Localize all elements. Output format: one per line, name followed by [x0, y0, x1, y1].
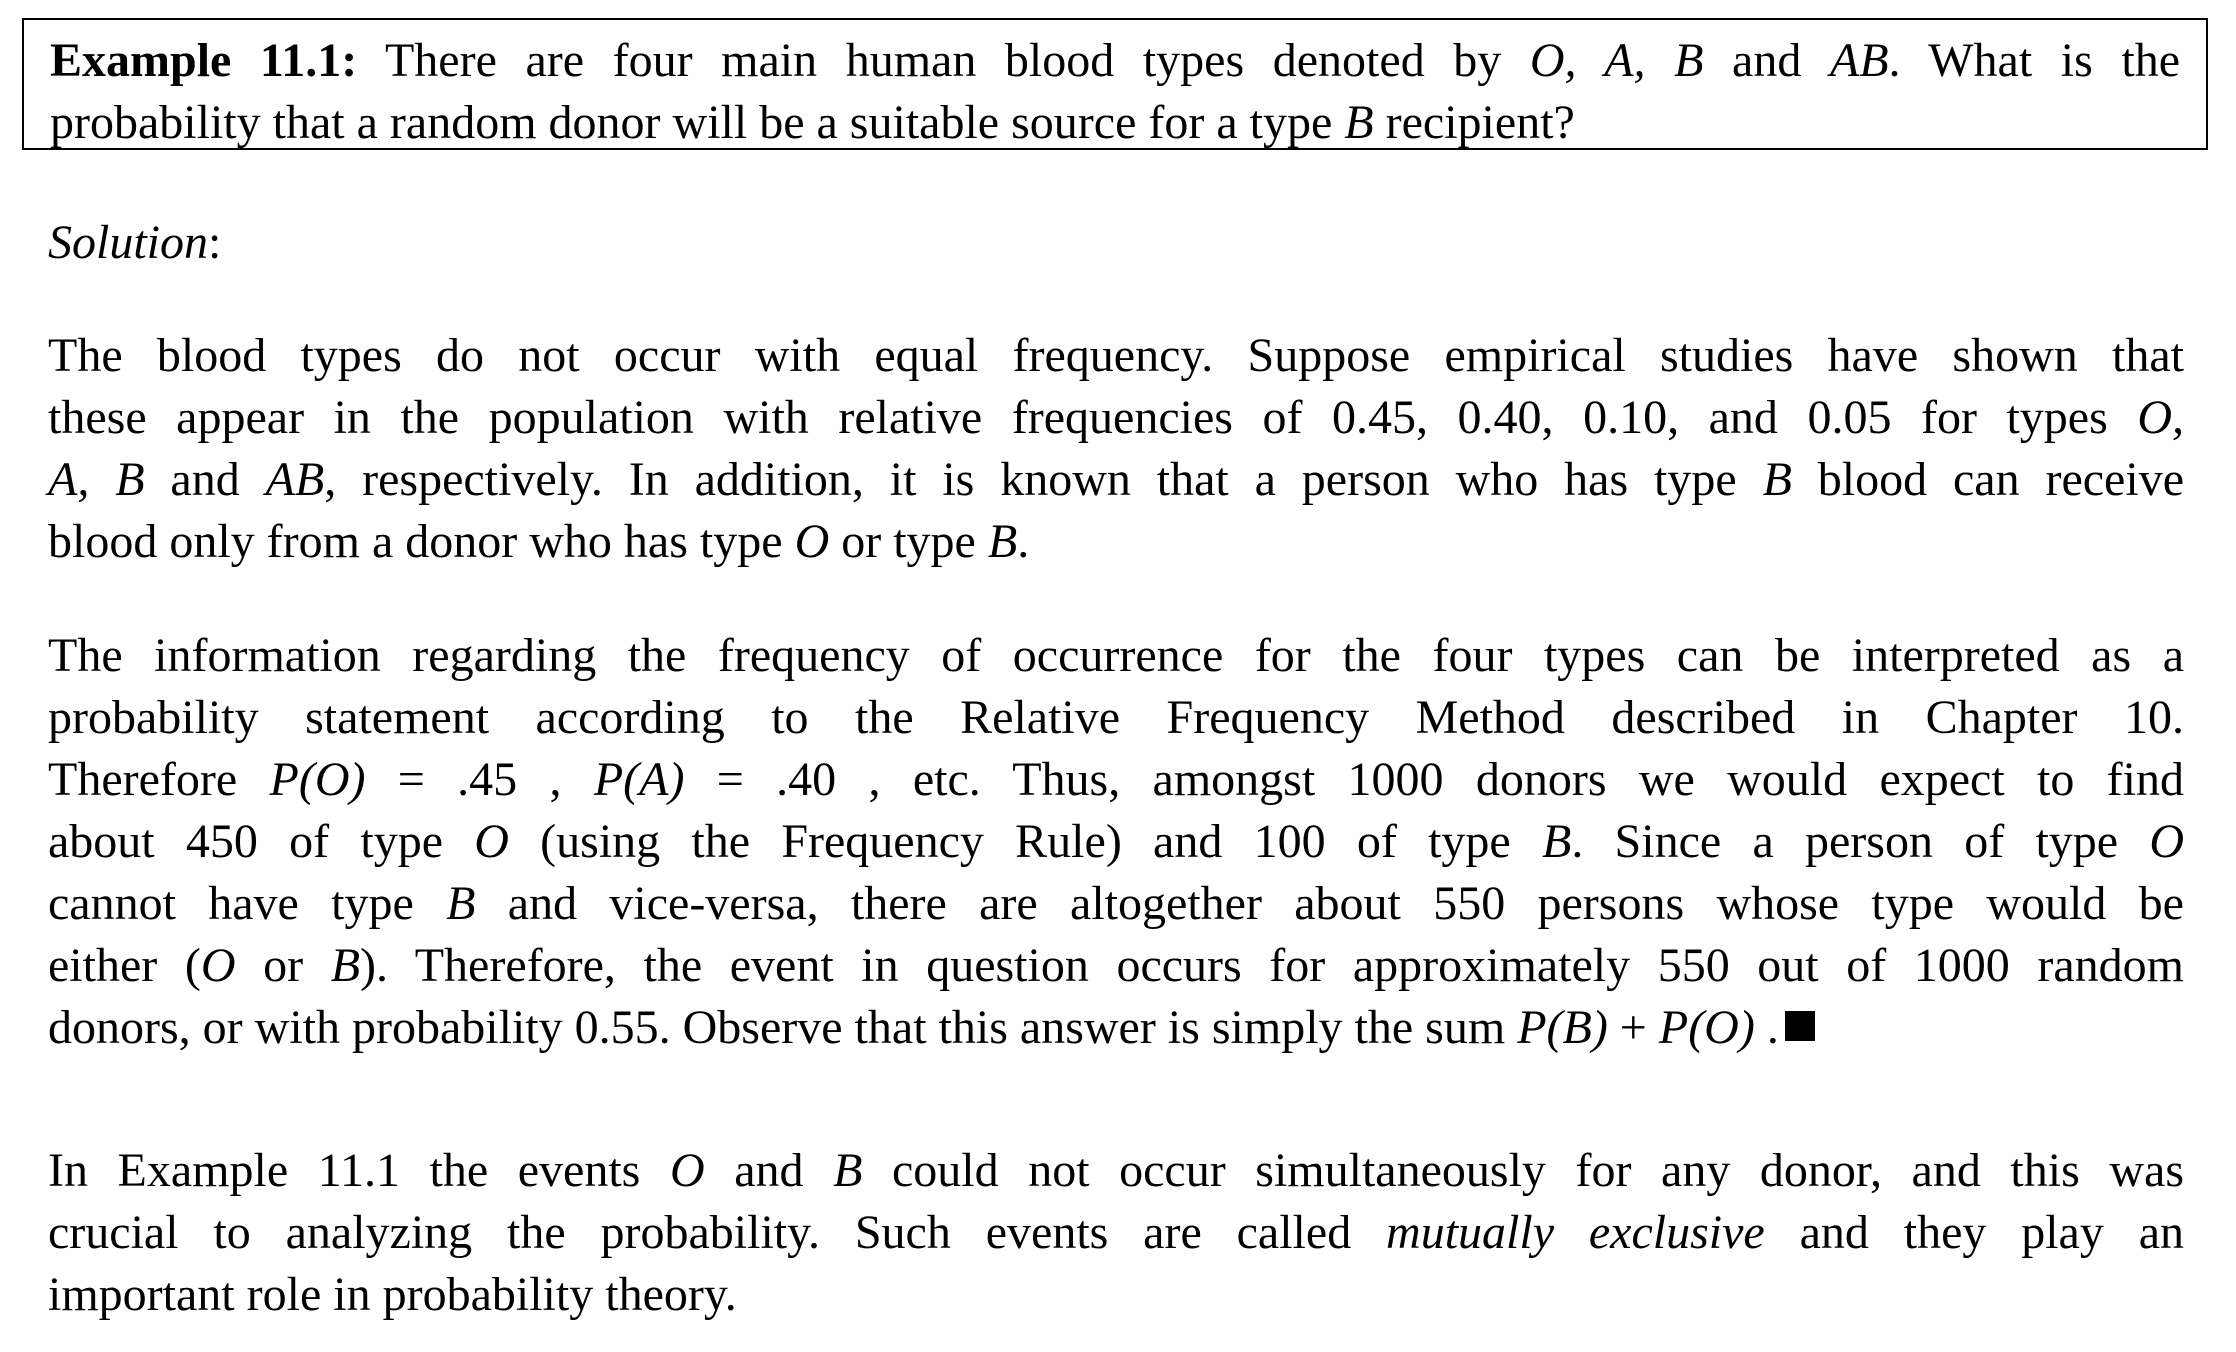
paragraph-mutually-exclusive: [48, 1140, 2184, 1326]
solution-heading: Solution:: [48, 216, 222, 269]
paragraph-blood-frequencies: [48, 325, 2184, 573]
p3-line-1: In Example 11.1 the events O and B could not occur simultaneously for any donor, and this was: [48, 1144, 2185, 1197]
p2-line-4: about 450 of type O (using the Frequency Rule) and 100 of type B. Since a person of type O: [48, 815, 2185, 868]
p1-line-2: these appear in the population with relative frequencies of 0.45, 0.40, 0.10, and 0.05 for types O,: [48, 391, 2184, 444]
example-line-2: probability that a random donor will be a suitable source for a type B recipient?: [50, 96, 1575, 149]
p2-line-5: cannot have type B and vice-versa, there are altogether about 550 persons whose type would be: [48, 877, 2184, 930]
p2-line-3: Therefore P(O) = .45 , P(A) = .40 , etc. Thus, amongst 1000 donors we would expect to find: [48, 753, 2185, 806]
p2-line-2: probability statement according to the Relative Frequency Method described in Chapter 10.: [48, 691, 2184, 744]
term-mutually-exclusive: mutually exclusive: [1386, 1206, 1765, 1259]
p2-line-6: either (O or B). Therefore, the event in question occurs for approximately 550 out of 1000 random: [48, 939, 2185, 992]
p1-line-1: The blood types do not occur with equal frequency. Suppose empirical studies have shown that: [48, 329, 2184, 382]
example-box: [22, 18, 2208, 150]
p3-line-3: important role in probability theory.: [48, 1268, 737, 1321]
qed-square-icon: [1785, 1011, 1815, 1041]
formula-p-o: P(O): [269, 753, 366, 806]
p2-line-1: The information regarding the frequency of occurrence for the four types can be interpreted as a: [48, 629, 2184, 682]
formula-p-b: P(B): [1517, 1001, 1608, 1054]
formula-p-o-2: P(O): [1658, 1001, 1755, 1054]
p3-line-2: crucial to analyzing the probability. Such events are called mutually exclusive and they play an: [48, 1206, 2185, 1259]
paragraph-probability-statement: [48, 625, 2184, 1059]
formula-p-a: P(A): [593, 753, 685, 806]
p2-line-7: donors, or with probability 0.55. Observe that this answer is simply the sum P(B) + P(O) .: [48, 997, 2184, 1059]
p1-line-4: blood only from a donor who has type O or type B.: [48, 515, 1030, 568]
p1-line-3: A, B and AB, respectively. In addition, it is known that a person who has type B blood can receive: [48, 453, 2184, 506]
example-line-1: Example 11.1: There are four main human blood types denoted by O, A, B and AB. What is the: [50, 34, 2181, 87]
example-label: Example 11.1:: [50, 34, 358, 87]
